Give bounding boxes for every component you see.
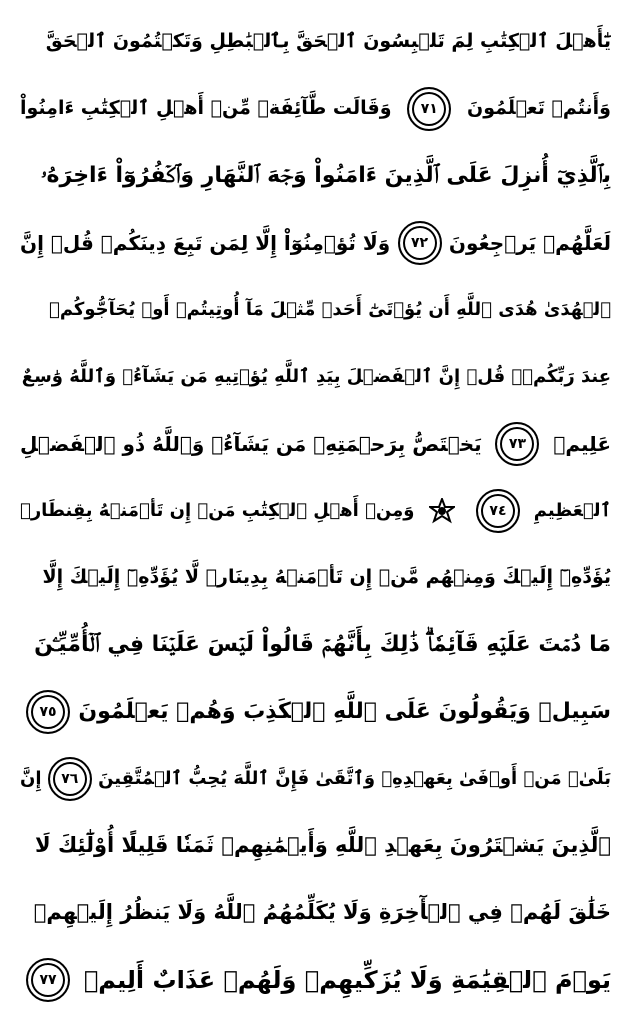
verse-text: يَخۡتَصُّ بِرَحۡمَتِهِۦ مَن يَشَآءُۗ وَٱللَّهُ ذُو ٱلۡفَضۡلِ (20, 431, 482, 456)
verse-text: وَلَا تُؤۡمِنُوٓاْ إِلَّا لِمَن تَبِعَ دِينَكُمۡ قُلۡ إِنَّ (20, 230, 391, 255)
text-line-14 (20, 879, 611, 946)
text-line-11 (20, 678, 611, 745)
text-line-1 (20, 8, 611, 75)
hizb-star-icon (428, 497, 456, 525)
ayah-number-marker: ٧٦ (48, 757, 92, 801)
verse-text: ٱلَّذِينَ يَشۡتَرُونَ بِعَهۡدِ ٱللَّهِ وَأَيۡمَٰنِهِمۡ ثَمَنٗا قَلِيلًا أُوْلَٰٓئِكَ لَا (35, 833, 611, 857)
text-line-3 (20, 142, 611, 209)
ayah-number-marker: ٧٢ (398, 221, 442, 265)
verse-text: وَقَالَت طَّآئِفَةٞ مِّنۡ أَهۡلِ ٱلۡكِتَٰبِ ءَامِنُواْ (20, 97, 392, 119)
text-line-10 (20, 611, 611, 678)
verse-text: خَلَٰقَ لَهُمۡ فِي ٱلۡأٓخِرَةِ وَلَا يُكَلِّمُهُمُ ٱللَّهُ وَلَا يَنظُرُ إِلَيۡهِمۡ (33, 900, 611, 924)
verse-text: يَٰٓأَهۡلَ ٱلۡكِتَٰبِ لِمَ تَلۡبِسُونَ ٱلۡحَقَّ بِٱلۡبَٰطِلِ وَتَكۡتُمُونَ ٱلۡحَقَّ (45, 30, 611, 52)
verse-text: عَلِيمٞ (553, 431, 611, 456)
verse-text: يُؤَدِّهِۦٓ إِلَيۡكَ وَمِنۡهُم مَّنۡ إِن تَأۡمَنۡهُ بِدِينَارٖ لَّا يُؤَدِّهِۦٓ إِلَيۡكَ إِلَّا (42, 566, 611, 588)
text-line-7 (20, 410, 611, 477)
text-line-15 (20, 946, 611, 1013)
text-line-5 (20, 276, 611, 343)
text-line-12 (20, 745, 611, 812)
ayah-number-marker: ٧٥ (26, 690, 70, 734)
text-line-2 (20, 75, 611, 142)
verse-text: بَلَىٰۚ مَنۡ أَوۡفَىٰ بِعَهۡدِهِۦ وَٱتَّقَىٰ فَإِنَّ ٱللَّهَ يُحِبُّ ٱلۡمُتَّقِينَ (98, 767, 611, 789)
text-line-9 (20, 544, 611, 611)
ayah-number-marker: ٧٧ (26, 958, 70, 1002)
verse-text: لَعَلَّهُمۡ يَرۡجِعُونَ (448, 230, 611, 255)
verse-text: يَوۡمَ ٱلۡقِيَٰمَةِ وَلَا يُزَكِّيهِمۡ وَلَهُمۡ عَذَابٌ أَلِيمٞ (83, 965, 611, 994)
verse-text: ٱلۡعَظِيمِ (533, 499, 611, 521)
text-line-13 (20, 812, 611, 879)
text-line-6 (20, 343, 611, 410)
verse-text: بِٱلَّذِيٓ أُنزِلَ عَلَى ٱلَّذِينَ ءَامَنُواْ وَجۡهَ ٱلنَّهَارِ وَٱكۡفُرُوٓاْ ءَاخِرَهُۥ (41, 162, 611, 188)
verse-text: عِندَ رَبِّكُمۡۗ قُلۡ إِنَّ ٱلۡفَضۡلَ بِيَدِ ٱللَّهِ يُؤۡتِيهِ مَن يَشَآءُۗ وَٱللَّهُ وَٰسِعٌ (21, 365, 611, 387)
verse-text: مَا دُمۡتَ عَلَيۡهِ قَآئِمٗاۗ ذَٰلِكَ بِأَنَّهُمۡ قَالُواْ لَيۡسَ عَلَيۡنَا فِي ٱلۡأُمِّيِّـۧنَ (34, 631, 611, 657)
verse-text: سَبِيلٞ وَيَقُولُونَ عَلَى ٱللَّهِ ٱلۡكَذِبَ وَهُمۡ يَعۡلَمُونَ (78, 698, 611, 724)
ayah-number-marker: ٧٤ (476, 489, 520, 533)
text-line-8 (20, 477, 611, 544)
verse-text: إِنَّ (20, 767, 42, 789)
verse-text: وَمِنۡ أَهۡلِ ٱلۡكِتَٰبِ مَنۡ إِن تَأۡمَنۡهُ بِقِنطَارٖ (20, 499, 415, 521)
ayah-number-marker: ٧٣ (495, 422, 539, 466)
ayah-number-marker: ٧١ (407, 87, 451, 131)
verse-text: وَأَنتُمۡ تَعۡلَمُونَ (466, 97, 611, 119)
verse-text: ٱلۡهُدَىٰ هُدَى ٱللَّهِ أَن يُؤۡتَىٰٓ أَحَدٞ مِّثۡلَ مَآ أُوتِيتُمۡ أَوۡ يُحَآجُّوكُمۡ (49, 298, 611, 320)
text-line-4 (20, 209, 611, 276)
